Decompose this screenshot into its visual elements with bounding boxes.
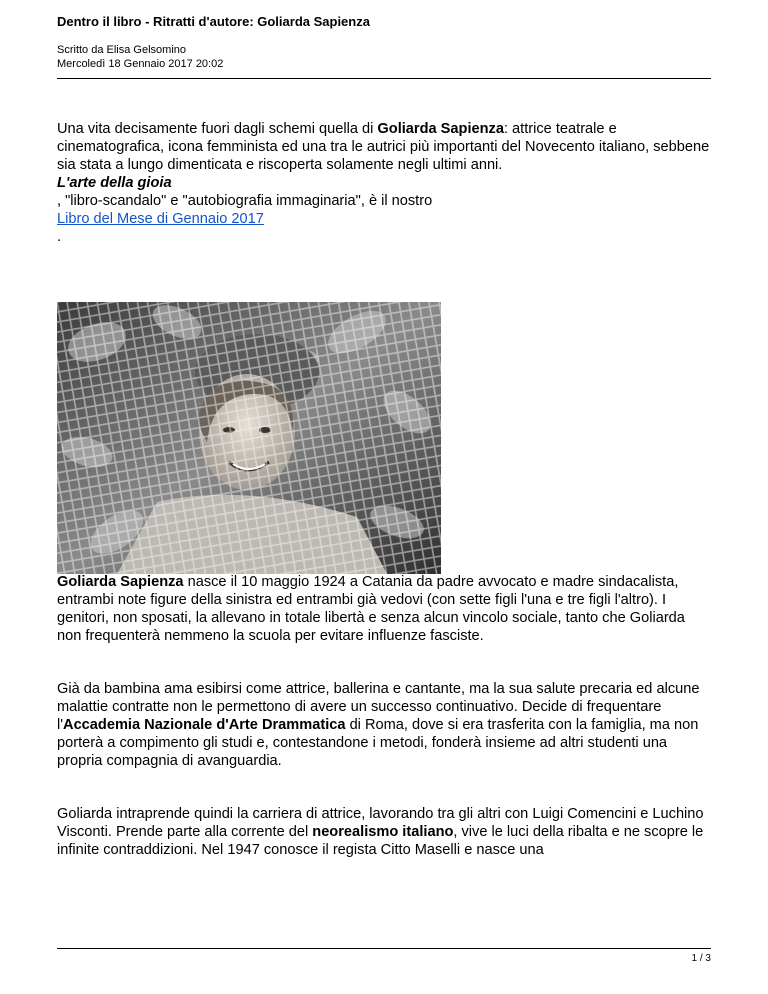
author-name-bold: Goliarda Sapienza xyxy=(377,121,504,137)
document-header xyxy=(57,14,711,71)
paragraph-career-text-2: , vive le luci della ribalta e ne scopre le infinite contraddizioni. Nel 1947 conosce il regista Citto Maselli e nasce una xyxy=(57,824,704,858)
paragraph-childhood-text-1: Già da bambina ama esibirsi come attrice, ballerina e cantante, ma la sua salute precaria ed alcune malattie contratte non le permettono di avere un successo continuativo. Decide di frequentare l' xyxy=(57,681,700,733)
intro-text-2: : attrice teatrale e cinematografica, icona femminista ed una tra le autrici più importanti del Novecento italiano, sebbene sia stata a lungo dimenticata e riscoperta solamente negli ultimi anni. xyxy=(57,121,710,173)
author-name-bold-2: Goliarda Sapienza xyxy=(57,574,184,590)
book-of-month-link[interactable]: Libro del Mese di Gennaio 2017 xyxy=(57,211,264,227)
article-author: Scritto da Elisa Gelsomino xyxy=(57,44,186,56)
intro-end: . xyxy=(57,229,62,245)
header-divider xyxy=(57,78,711,79)
article-meta xyxy=(57,43,711,71)
book-of-month-line xyxy=(57,210,711,228)
intro-text-1: Una vita decisamente fuori dagli schemi quella di xyxy=(57,121,378,137)
page-number: 1 / 3 xyxy=(691,953,711,964)
paragraph-childhood xyxy=(57,680,711,770)
book-description: , "libro-scandalo" e "autobiografia immaginaria", è il nostro xyxy=(57,193,433,209)
book-title xyxy=(57,174,711,192)
article-date: Mercoledì 18 Gennaio 2017 20:02 xyxy=(57,58,224,70)
paragraph-childhood-text-2: di Roma, dove si era trasferita con la famiglia, ma non porterà a compimento gli studi e, contestandone i metodi, fonderà insieme ad altri studenti una propria compagnia di avanguardia. xyxy=(57,717,699,769)
neorealism-bold: neorealismo italiano xyxy=(312,824,454,840)
footer-divider xyxy=(57,948,711,949)
paragraph-career-text-1: Goliarda intraprende quindi la carriera di attrice, lavorando tra gli altri con Luigi Comencini e Luchino Visconti. Prende parte alla corrente del xyxy=(57,806,704,840)
intro-paragraph xyxy=(57,120,711,246)
book-title-text: L'arte della gioia xyxy=(57,175,172,191)
author-photo xyxy=(57,302,441,574)
document-title: Dentro il libro - Ritratti d'autore: Goliarda Sapienza xyxy=(57,14,370,29)
intro-text xyxy=(57,120,711,174)
paragraph-birth-text: nasce il 10 maggio 1924 a Catania da padre avvocato e madre sindacalista, entrambi note figure della sinistra ed entrambi già vedovi (con sette figli l'una e tre figli l'altro). I genitori, non sposati, la allevano in totale libertà e senza alcun vincolo sociale, tanto che Goliarda non frequenterà nemmeno la scuola per evitare influenze fasciste. xyxy=(57,574,685,644)
paragraph-career xyxy=(57,805,711,859)
paragraph-birth xyxy=(57,573,711,645)
academy-name-bold: Accademia Nazionale d'Arte Drammatica xyxy=(63,717,346,733)
